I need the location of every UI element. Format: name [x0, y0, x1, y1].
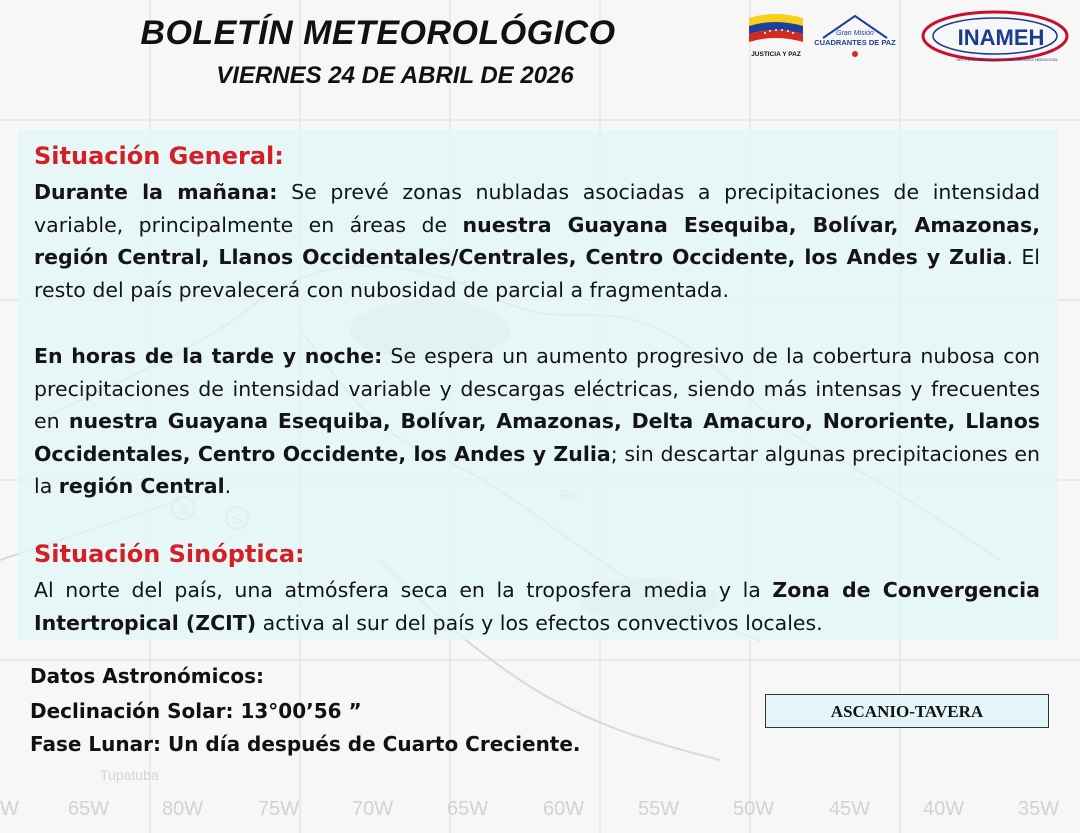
- text-run: Zona de Convergencia Intertropical (ZCIT): [34, 578, 1041, 635]
- afternoon-paragraph: [34, 340, 1040, 503]
- longitude-label: 35W: [1018, 798, 1060, 820]
- text-run: Durante la mañana:: [34, 180, 278, 204]
- text-run: activa al sur del país y los efectos convectivos locales.: [256, 610, 823, 635]
- situacion-sinoptica-title: Situación Sinóptica:: [34, 540, 305, 568]
- longitude-label: 40W: [923, 798, 965, 820]
- solar-declination: Declinación Solar: 13°00’56 ”: [30, 699, 362, 723]
- longitude-label: 50W: [733, 798, 775, 820]
- bulletin-title: BOLETÍN METEOROLÓGICO: [140, 14, 616, 52]
- text-run: .: [224, 474, 232, 498]
- longitude-label: 65W: [447, 798, 489, 820]
- flag-caption: JUSTICIA Y PAZ: [751, 51, 801, 58]
- author-box: ASCANIO-TAVERA: [765, 694, 1049, 728]
- cuadrantes-de-paz-logo: [814, 16, 896, 57]
- text-run: Se espera un aumento progresivo de la cobertura nubosa con precipitaciones de intensidad variable y descargas eléctricas, siendo más intensas y frecuentes en: [34, 344, 1041, 433]
- longitude-label: 55W: [638, 798, 680, 820]
- astro-heading: Datos Astronómicos:: [30, 664, 264, 688]
- text-run: ; sin descartar algunas precipitaciones en la: [34, 441, 1040, 498]
- inameh-name: INAMEH: [957, 25, 1045, 50]
- logos-strip: [745, 8, 1075, 68]
- text-run: Al norte del país, una atmósfera seca en la troposfera media y la: [34, 578, 773, 602]
- morning-paragraph: [34, 176, 1040, 306]
- longitude-label: 75W: [258, 798, 300, 820]
- mission-line1: Gran Misión: [836, 30, 874, 37]
- longitude-label: 80W: [162, 798, 204, 820]
- text-run: región Central: [58, 474, 225, 498]
- situacion-general-title: Situación General:: [34, 142, 284, 170]
- venezuela-flag-logo: [749, 14, 803, 58]
- longitude-label: 45W: [829, 798, 871, 820]
- moon-phase: Fase Lunar: Un día después de Cuarto Creciente.: [30, 732, 581, 756]
- inameh-caption: INSTITUTO NACIONAL DE METEOROLOGÍA E HIDROLOGÍA: [956, 58, 1058, 62]
- longitude-label: 70W: [352, 798, 394, 820]
- text-run: nuestra Guayana Esequiba, Bolívar, Amazonas, región Central, Llanos Occidentales/Centrales, Centro Occidente, los Andes y Zulia: [34, 212, 1041, 269]
- inameh-logo: [923, 12, 1067, 62]
- bulletin-date: VIERNES 24 DE ABRIL DE 2026: [216, 62, 574, 89]
- longitude-label: W: [0, 798, 19, 820]
- longitude-label: 65W: [68, 798, 110, 820]
- text-run: . El resto del país prevalecerá con nubosidad de parcial a fragmentada.: [34, 245, 1040, 302]
- text-run: En horas de la tarde y noche:: [34, 344, 383, 368]
- text-run: Se prevé zonas nubladas asociadas a precipitaciones de intensidad variable, principalmente en áreas de: [34, 180, 1040, 237]
- text-run: nuestra Guayana Esequiba, Bolívar, Amazonas, Delta Amacuro, Nororiente, Llanos Occidentales, Centro Occidente, los Andes y Zulia: [34, 409, 1040, 466]
- map-label-place: Tupatuba: [100, 767, 159, 783]
- longitude-label: 60W: [543, 798, 585, 820]
- synoptic-paragraph: [34, 574, 1040, 639]
- mission-line2: CUADRANTES DE PAZ: [814, 38, 896, 47]
